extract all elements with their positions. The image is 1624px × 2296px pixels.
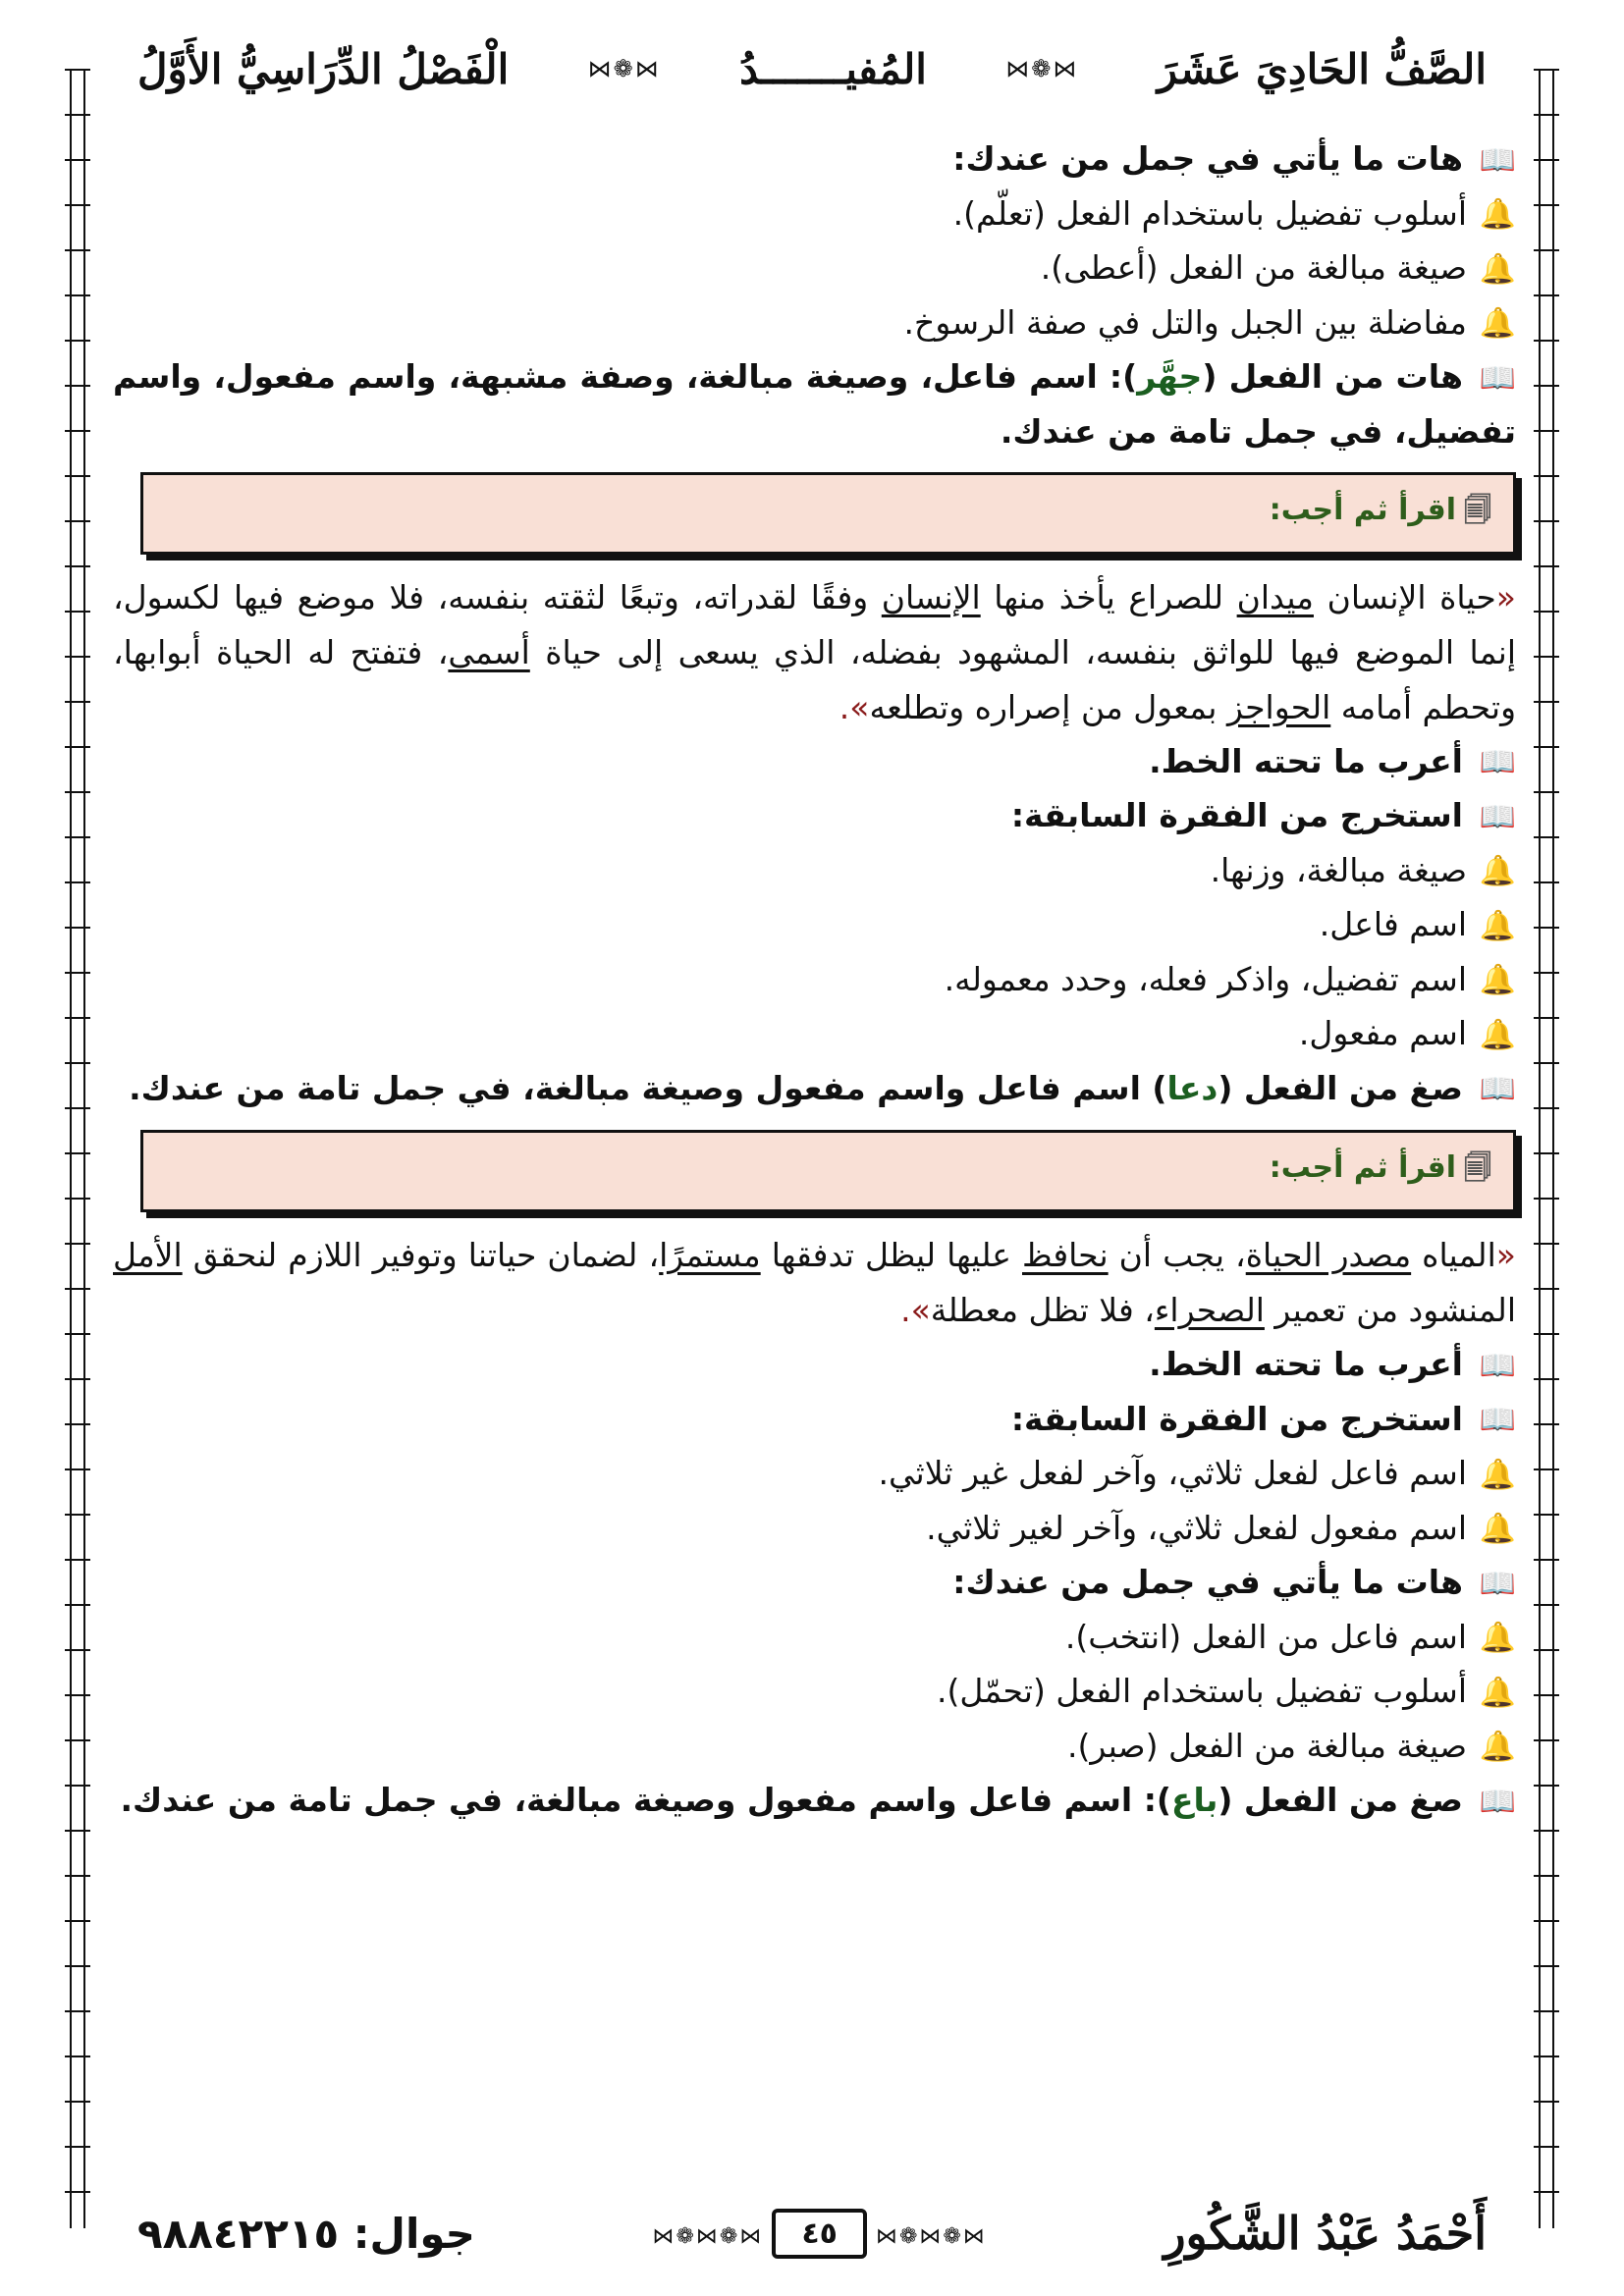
verb-highlight: جهَّر [1137,357,1203,396]
page-number: ٤٥ [772,2209,867,2259]
box-label [1270,490,1513,537]
list-item [113,241,1516,296]
underlined-word: الحواجز [1226,687,1331,726]
item-text: اسم مفعول لفعل ثلاثي، وآخر لغير ثلاثي. [926,1508,1467,1547]
book-icon: 📖 [1479,360,1516,396]
header-term: الْفَصْلُ الدِّرَاسِيُّ الأَوَّلُ [137,44,510,93]
question-text: صغ من الفعل ( [1218,1781,1463,1819]
list-item [113,1720,1516,1775]
question-text: استخرج من الفقرة السابقة: [1010,796,1463,834]
list-item [113,187,1516,242]
question-text: أعرب ما تحته الخط. [1149,1345,1463,1383]
passage-text: حياة الإنسان [1313,577,1496,616]
bell-icon: 🔔 [1479,197,1516,232]
question [113,350,1516,458]
underlined-word: الصحراء [1154,1291,1265,1329]
quote-open: « [1495,577,1516,616]
bell-icon: 🔔 [1479,1512,1516,1546]
item-text: مفاضلة بين الجبل والتل في صفة الرسوخ. [903,302,1467,342]
passage-text: للصراع يأخذ منها [980,577,1237,616]
bell-icon: 🔔 [1479,854,1516,888]
book-icon: 📖 [1479,1348,1516,1383]
verb-highlight: دعا [1166,1068,1218,1107]
bell-icon: 🔔 [1479,1017,1516,1052]
bell-icon: 🔔 [1479,306,1516,341]
question-text: هات ما يأتي في جمل من عندك: [952,139,1463,178]
item-text: اسم مفعول. [1298,1014,1467,1052]
list-item [113,953,1516,1008]
passage-text: ، يجب أن [1108,1236,1246,1274]
question [113,1556,1516,1611]
underlined-word: أسمى [448,632,530,671]
list-item [113,1611,1516,1666]
item-text: أسلوب تفضيل باستخدام الفعل (تحمّل). [937,1672,1467,1710]
bell-icon: 🔔 [1479,251,1516,287]
list-item [113,1447,1516,1502]
list-item [113,1502,1516,1557]
box-label-text: اقرأ ثم أجب: [1269,492,1457,527]
question [113,1338,1516,1393]
underlined-word: نحافظ [1022,1236,1109,1274]
passage-text: وفقًا لقدراته، وتبعًا لثقته بنفسه، فلا موضع فيها لكسول، إنما الموضع فيها للواثق بنفسه، المشهود بفضله، الذي يسعى إلى حياة [113,577,1516,671]
question [113,1062,1516,1117]
item-text: اسم فاعل. [1319,905,1467,943]
item-text: أسلوب تفضيل باستخدام الفعل (تعلّم). [952,193,1467,233]
item-text: اسم فاعل لفعل ثلاثي، وآخر لفعل غير ثلاثي. [878,1454,1467,1492]
box-label [1270,1148,1513,1195]
passage-text: ، فتفتح له الحياة أبوابها، وتحطم أمامه [113,632,1516,726]
question-text: ): اسم فاعل، وصيغة مبالغة، وصفة مشبهة، واسم مفعول، واسم تفضيل، في جمل تامة من عندك. [113,357,1516,451]
quote-close: ». [839,687,870,726]
underlined-word: مستمرًا [659,1236,761,1274]
question-text: صغ من الفعل ( [1218,1068,1463,1107]
question [113,789,1516,844]
underlined-word: مصدر الحياة [1245,1236,1412,1274]
page-border-right [1534,69,1559,2228]
bell-icon: 🔔 [1479,1621,1516,1655]
question-text: هات من الفعل ( [1202,357,1463,396]
item-text: اسم تفضيل، واذكر فعله، وحدد معموله. [944,959,1467,998]
passage-text: المنشود من تعمير [1264,1291,1516,1329]
question-text: أعرب ما تحته الخط. [1149,741,1463,780]
list-item [113,898,1516,953]
bell-icon: 🔔 [1479,963,1516,997]
bell-icon: 🔔 [1479,1675,1516,1710]
passage-text: ، فلا تظل معطلة [930,1291,1155,1329]
question-text: استخرج من الفقرة السابقة: [1010,1399,1463,1438]
passage-text: عليها ليظل تدفقها [760,1236,1022,1274]
passage-text: ، لضمان حياتنا وتوفير اللازم لنحقق [182,1236,660,1274]
footer-ornament [652,2209,986,2259]
page-header [137,29,1487,108]
box-label-text: اقرأ ثم أجب: [1269,1150,1457,1185]
bell-icon: 🔔 [1479,1730,1516,1764]
question [113,133,1516,187]
book-icon: 📖 [1479,142,1516,178]
documents-icon: 🗐 [1464,493,1491,526]
item-text: صيغة مبالغة من الفعل (أعطى). [1040,248,1467,287]
question-text: ): اسم فاعل واسم مفعول وصيغة مبالغة، في جمل تامة من عندك. [120,1781,1172,1819]
book-icon: 📖 [1479,799,1516,834]
list-item [113,844,1516,899]
read-and-answer-box [140,472,1516,555]
question [113,1774,1516,1829]
documents-icon: 🗐 [1464,1151,1491,1184]
book-icon: 📖 [1479,1403,1516,1437]
header-grade: الصَّفُّ الحَادِيَ عَشَرَ [1157,44,1487,93]
item-text: اسم فاعل من الفعل (انتخب). [1064,1617,1467,1656]
list-item [113,1665,1516,1720]
list-item [113,1007,1516,1062]
question [113,1393,1516,1448]
question-text: هات ما يأتي في جمل من عندك: [952,1563,1463,1601]
list-item [113,296,1516,351]
verb-highlight: باع [1171,1781,1218,1819]
book-icon: 📖 [1479,1072,1516,1106]
question [113,735,1516,790]
ornament-left: ⋈❁⋈❁⋈ [875,2223,987,2249]
bell-icon: 🔔 [1479,1457,1516,1492]
book-icon: 📖 [1479,1566,1516,1601]
worksheet-content [113,133,1516,1829]
author-name: أَحْمَدُ عَبْدُ الشَّكُورِ [1164,2207,1487,2260]
reading-passage [113,570,1516,735]
page-footer [137,2189,1487,2277]
underlined-word: ميدان [1236,577,1314,616]
quote-close: ». [900,1291,931,1329]
reading-passage [113,1228,1516,1338]
ornament-right: ⋈❁⋈❁⋈ [652,2223,764,2249]
page-border-left [65,69,90,2228]
header-book-title: المُفيـــــــدُ [739,44,927,93]
header-ornament: ⋈❁⋈ [1005,55,1079,82]
read-and-answer-box [140,1130,1516,1212]
underlined-word: الأمل [113,1236,183,1274]
book-icon: 📖 [1479,1784,1516,1819]
item-text: صيغة مبالغة من الفعل (صبر). [1067,1726,1467,1765]
book-icon: 📖 [1479,745,1516,779]
bell-icon: 🔔 [1479,908,1516,943]
phone-number: جوال: ٩٨٨٤٢٢١٥ [137,2209,475,2258]
header-ornament: ⋈❁⋈ [587,55,661,82]
question-text: ) اسم فاعل واسم مفعول وصيغة مبالغة، في جمل تامة من عندك. [129,1068,1167,1107]
passage-text: المياه [1411,1236,1496,1274]
item-text: صيغة مبالغة، وزنها. [1210,850,1467,889]
quote-open: « [1495,1236,1516,1274]
underlined-word: الإنسان [881,577,981,616]
passage-text: بمعول من إصراره وتطلعه [869,687,1227,726]
